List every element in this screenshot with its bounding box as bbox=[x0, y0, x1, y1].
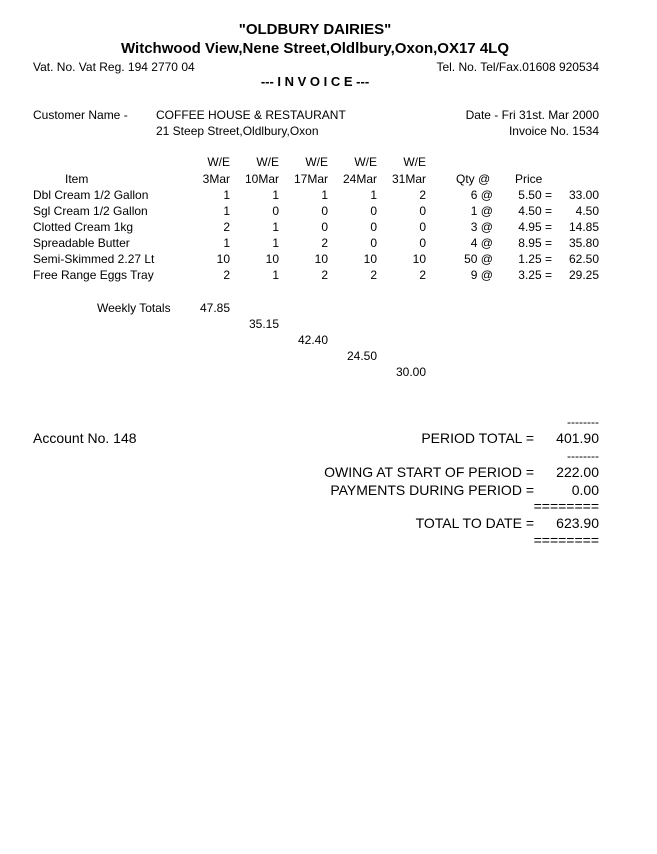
item-week-qty: 10 bbox=[412, 252, 426, 266]
item-qty: 9 @ bbox=[470, 268, 493, 282]
col-header-qty: Qty @ bbox=[456, 172, 491, 186]
item-week-qty: 2 bbox=[419, 188, 426, 202]
item-week-qty: 0 bbox=[370, 236, 377, 250]
item-price: 1.25 = bbox=[518, 252, 552, 266]
item-week-qty: 1 bbox=[272, 236, 279, 250]
item-total: 35.80 bbox=[568, 236, 599, 250]
week-header-date: 17Mar bbox=[293, 172, 328, 186]
weekly-total-value: 30.00 bbox=[395, 365, 426, 379]
item-week-qty: 0 bbox=[419, 220, 426, 234]
customer-name: COFFEE HOUSE & RESTAURANT bbox=[156, 108, 346, 122]
item-total: 29.25 bbox=[568, 268, 599, 282]
item-week-qty: 2 bbox=[321, 268, 328, 282]
owing-label: OWING AT START OF PERIOD = bbox=[324, 464, 534, 480]
item-week-qty: 10 bbox=[314, 252, 328, 266]
invoice-date: Date - Fri 31st. Mar 2000 bbox=[465, 108, 599, 122]
separator-dash-2: -------- bbox=[567, 449, 599, 463]
week-header-date: 31Mar bbox=[391, 172, 426, 186]
item-qty: 6 @ bbox=[470, 188, 493, 202]
week-header-top: W/E bbox=[256, 155, 279, 169]
separator-dash: -------- bbox=[567, 415, 599, 429]
week-header-top: W/E bbox=[403, 155, 426, 169]
customer-label: Customer Name - bbox=[33, 108, 128, 122]
period-total-value: 401.90 bbox=[556, 430, 599, 446]
item-week-qty: 0 bbox=[321, 204, 328, 218]
total-to-date-value: 623.90 bbox=[556, 515, 599, 531]
item-price: 3.25 = bbox=[518, 268, 552, 282]
item-week-qty: 0 bbox=[321, 220, 328, 234]
item-week-qty: 10 bbox=[265, 252, 279, 266]
item-price: 4.95 = bbox=[518, 220, 552, 234]
item-week-qty: 1 bbox=[272, 268, 279, 282]
item-week-qty: 1 bbox=[272, 220, 279, 234]
item-total: 14.85 bbox=[568, 220, 599, 234]
telephone: Tel. No. Tel/Fax.01608 920534 bbox=[436, 60, 599, 74]
item-name: Semi-Skimmed 2.27 Lt bbox=[33, 252, 155, 266]
item-week-qty: 1 bbox=[272, 188, 279, 202]
weekly-total-value: 47.85 bbox=[199, 301, 230, 315]
item-qty: 1 @ bbox=[470, 204, 493, 218]
week-header-top: W/E bbox=[305, 155, 328, 169]
payments-label: PAYMENTS DURING PERIOD = bbox=[330, 482, 534, 498]
item-week-qty: 1 bbox=[370, 188, 377, 202]
item-name: Sgl Cream 1/2 Gallon bbox=[33, 204, 148, 218]
item-week-qty: 2 bbox=[223, 268, 230, 282]
week-header-date: 24Mar bbox=[342, 172, 377, 186]
week-header-top: W/E bbox=[354, 155, 377, 169]
item-week-qty: 1 bbox=[223, 204, 230, 218]
item-week-qty: 0 bbox=[419, 236, 426, 250]
item-qty: 50 @ bbox=[464, 252, 493, 266]
item-week-qty: 1 bbox=[223, 236, 230, 250]
item-total: 62.50 bbox=[568, 252, 599, 266]
col-header-price: Price bbox=[515, 172, 543, 186]
separator-equals-2: ======== bbox=[533, 532, 599, 548]
item-week-qty: 0 bbox=[370, 220, 377, 234]
account-number: Account No. 148 bbox=[33, 430, 137, 446]
item-qty: 4 @ bbox=[470, 236, 493, 250]
item-week-qty: 0 bbox=[272, 204, 279, 218]
item-name: Spreadable Butter bbox=[33, 236, 130, 250]
separator-equals: ======== bbox=[533, 498, 599, 514]
company-address: Witchwood View,Nene Street,Oldlbury,Oxon,OX17 4LQ bbox=[121, 40, 509, 57]
item-price: 8.95 = bbox=[518, 236, 552, 250]
item-name: Dbl Cream 1/2 Gallon bbox=[33, 188, 149, 202]
company-name: "OLDBURY DAIRIES" bbox=[238, 21, 392, 38]
payments-value: 0.00 bbox=[571, 482, 599, 498]
weekly-total-value: 42.40 bbox=[297, 333, 328, 347]
total-to-date-label: TOTAL TO DATE = bbox=[415, 515, 534, 531]
week-header-date: 10Mar bbox=[244, 172, 279, 186]
item-week-qty: 0 bbox=[419, 204, 426, 218]
item-week-qty: 2 bbox=[370, 268, 377, 282]
weekly-total-value: 35.15 bbox=[248, 317, 279, 331]
item-week-qty: 0 bbox=[370, 204, 377, 218]
item-price: 5.50 = bbox=[518, 188, 552, 202]
item-week-qty: 2 bbox=[419, 268, 426, 282]
item-week-qty: 2 bbox=[223, 220, 230, 234]
owing-value: 222.00 bbox=[556, 464, 599, 480]
item-qty: 3 @ bbox=[470, 220, 493, 234]
weekly-total-value: 24.50 bbox=[346, 349, 377, 363]
week-header-top: W/E bbox=[207, 155, 230, 169]
item-week-qty: 1 bbox=[223, 188, 230, 202]
customer-address: 21 Steep Street,Oldlbury,Oxon bbox=[156, 124, 319, 138]
item-name: Free Range Eggs Tray bbox=[33, 268, 154, 282]
item-week-qty: 10 bbox=[363, 252, 377, 266]
weekly-totals-label: Weekly Totals bbox=[97, 301, 171, 315]
item-week-qty: 2 bbox=[321, 236, 328, 250]
item-price: 4.50 = bbox=[518, 204, 552, 218]
item-total: 4.50 bbox=[575, 204, 599, 218]
week-header-date: 3Mar bbox=[202, 172, 230, 186]
item-week-qty: 10 bbox=[216, 252, 230, 266]
item-total: 33.00 bbox=[568, 188, 599, 202]
period-total-label: PERIOD TOTAL = bbox=[421, 430, 534, 446]
item-week-qty: 1 bbox=[321, 188, 328, 202]
invoice-number: Invoice No. 1534 bbox=[508, 124, 599, 138]
invoice-heading: --- I N V O I C E --- bbox=[260, 74, 370, 89]
item-name: Clotted Cream 1kg bbox=[33, 220, 134, 234]
vat-number: Vat. No. Vat Reg. 194 2770 04 bbox=[33, 60, 195, 74]
col-header-item: Item bbox=[65, 172, 89, 186]
